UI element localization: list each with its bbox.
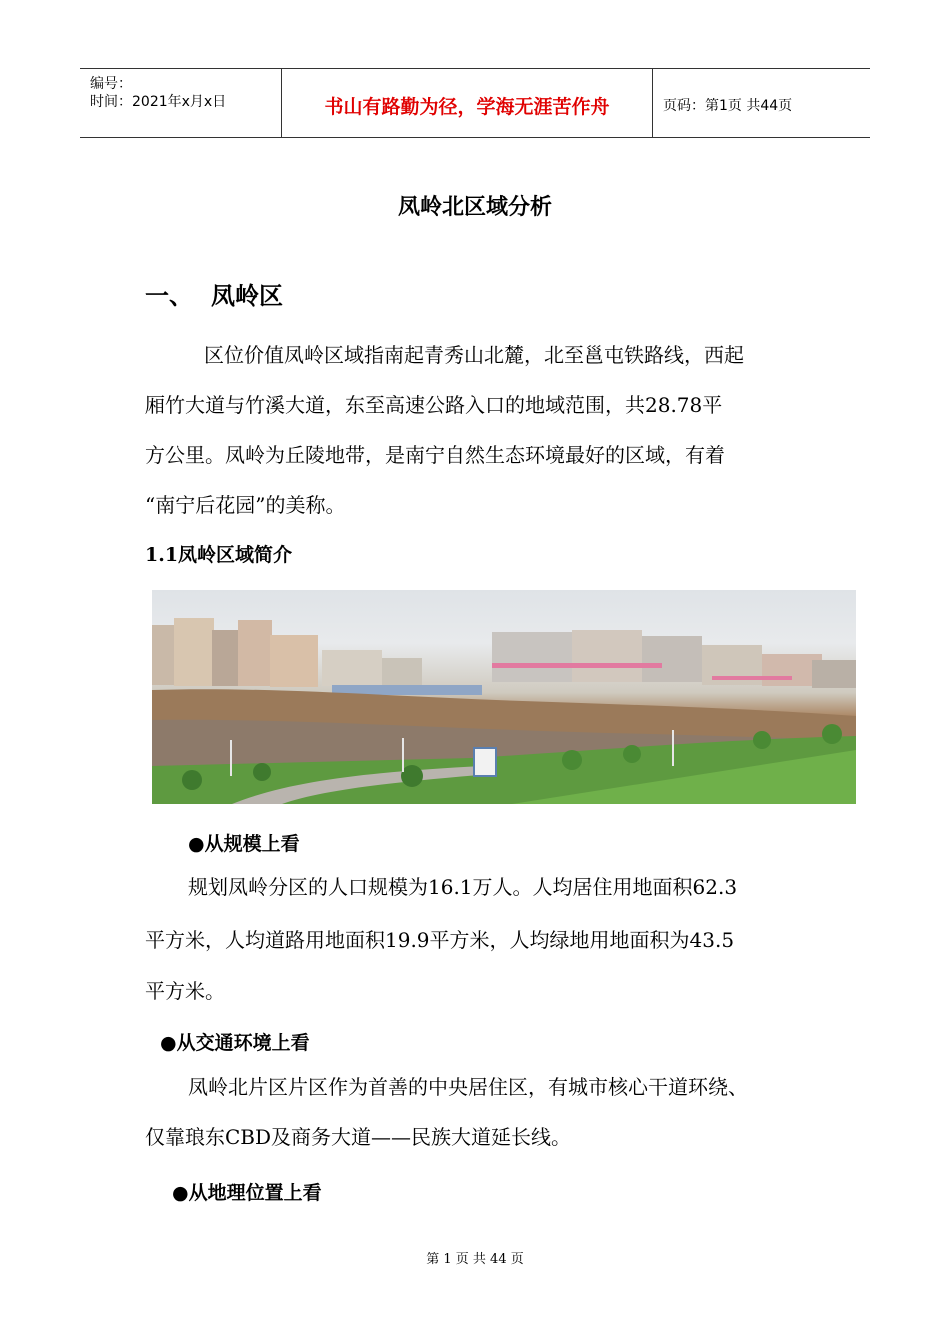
document-title: 凤岭北区域分析 — [397, 194, 552, 220]
header-page-cell — [653, 69, 870, 137]
motto: 书山有路勤为径，学海无涯苦作舟 — [324, 96, 610, 118]
time-label: 时间：2021年x月x日 — [90, 94, 227, 110]
header-meta-cell — [80, 69, 282, 137]
geo-heading: ●从地理位置上看 — [172, 1182, 322, 1204]
traffic-line-1: 凤岭北片区片区作为首善的中央居住区，有城市核心干道环绕、 — [188, 1075, 748, 1099]
scale-line-3: 平方米。 — [145, 979, 225, 1003]
section-heading — [145, 276, 283, 311]
traffic-line-2: 仅靠琅东CBD及商务大道——民族大道延长线。 — [145, 1125, 572, 1149]
page-info: 页码：第1页 共44页 — [663, 98, 793, 114]
scale-line-2: 平方米，人均道路用地面积19.9平方米，人均绿地用地面积为43.5 — [145, 928, 735, 952]
intro-line-1: 区位价值凤岭区域指南起青秀山北麓，北至邕屯铁路线，西起 — [204, 343, 744, 367]
serial-label: 编号： — [90, 76, 132, 92]
intro-line-3: 方公里。凤岭为丘陵地带，是南宁自然生态环境最好的区域，有着 — [145, 443, 725, 467]
area-photo — [152, 590, 856, 804]
section-number: 一、 — [145, 281, 193, 310]
document-header — [80, 68, 870, 138]
traffic-heading: ●从交通环境上看 — [160, 1032, 310, 1054]
scale-line-1: 规划凤岭分区的人口规模为16.1万人。人均居住用地面积62.3 — [188, 875, 738, 899]
section-title: 凤岭区 — [211, 281, 283, 310]
scale-heading: ●从规模上看 — [188, 833, 300, 855]
intro-line-4: “南宁后花园”的美称。 — [145, 493, 346, 517]
header-motto-cell — [282, 69, 653, 137]
page-footer: 第 1 页 共 44 页 — [426, 1252, 524, 1267]
cityscape-illustration — [152, 590, 856, 804]
intro-line-2: 厢竹大道与竹溪大道，东至高速公路入口的地域范围，共28.78平 — [145, 393, 723, 417]
subsection-heading: 1.1凤岭区域简介 — [145, 544, 293, 566]
